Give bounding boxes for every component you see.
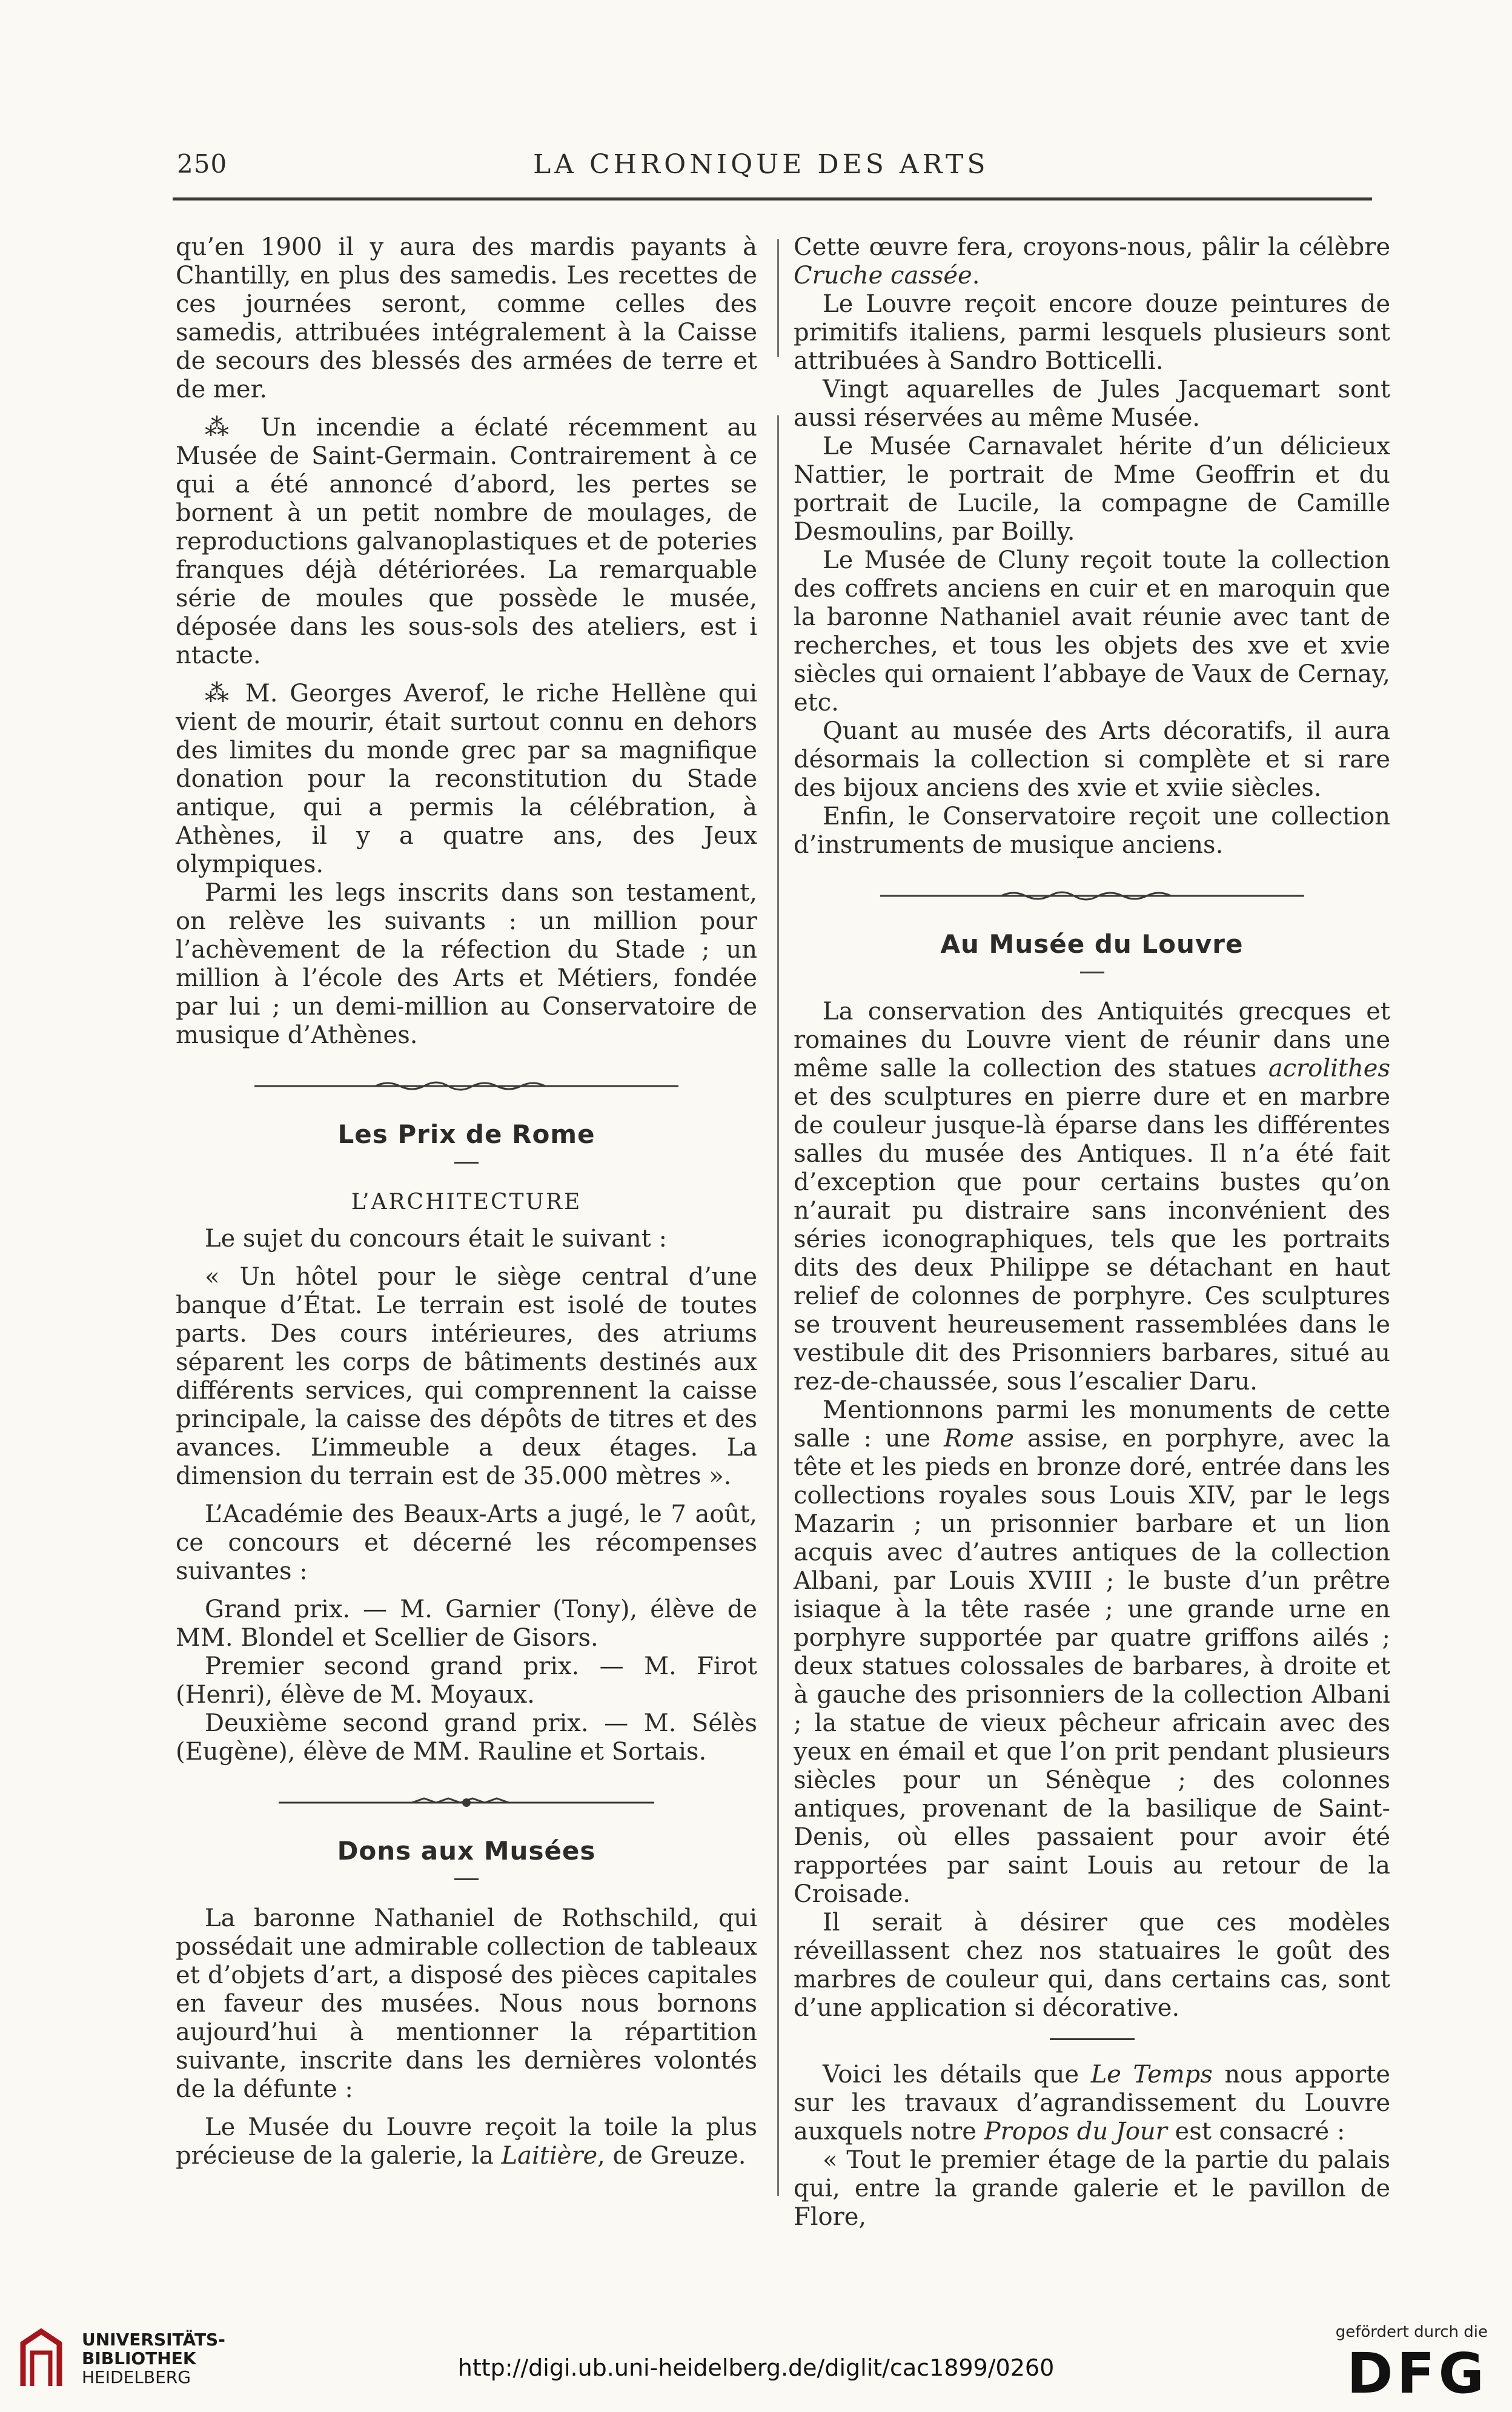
text-run: Cette œuvre fera, croyons-nous, pâlir la célèbre bbox=[794, 233, 1390, 261]
text-run: est consacré : bbox=[1167, 2118, 1345, 2145]
right-column bbox=[794, 233, 1390, 2231]
running-head: LA CHRONIQUE DES ARTS bbox=[533, 149, 989, 180]
publication-title: Le Temps bbox=[1090, 2061, 1213, 2089]
paragraph: ⁂ Un incendie a éclaté récemment au Musée de Saint-Germain. Contrairement à ce qui a été annoncé d’abord, les pertes se bornent à un petit nombre de moulages, de reproductions galvanoplastiques et de poteries franques déjà détériorées. La remarquable série de moules que possède le musée, déposée dans les sous-sols des ateliers, est i ntacte. bbox=[176, 414, 757, 669]
permalink-url[interactable]: http://digi.ub.uni-heidelberg.de/diglit/cac1899/0260 bbox=[457, 2354, 1055, 2381]
paragraph: Le Musée de Cluny reçoit toute la collection des coffrets anciens en cuir et en maroquin que la baronne Nathaniel avait réunie avec tant de recherches, et tous les objets des xve et xvie siècles qui ornaient l’abbaye de Vaux de Cernay, etc. bbox=[794, 546, 1390, 717]
text-run: La conservation des Antiquités grecques et romaines du Louvre vient de réunir dans une même salle la collection des statues bbox=[794, 998, 1390, 1082]
paragraph: Grand prix. — M. Garnier (Tony), élève de MM. Blondel et Scellier de Gisors. bbox=[176, 1595, 757, 1652]
center-rule bbox=[1050, 2038, 1135, 2040]
paragraph bbox=[794, 233, 1390, 290]
title-dash bbox=[454, 1162, 479, 1164]
section-subheading: L’ARCHITECTURE bbox=[351, 1190, 582, 1214]
paragraph: Quant au musée des Arts décoratifs, il aura désormais la collection si complète et si rare des bijoux anciens des xvie et xviie siècles. bbox=[794, 717, 1390, 802]
paragraph: Le Louvre reçoit encore douze peintures de primitifs italiens, parmi lesquels plusieurs sont attribuées à Sandro Botticelli. bbox=[794, 290, 1390, 375]
paragraph: Il serait à désirer que ces modèles réveillassent chez nos statuaires le goût des marbres de couleur qui, dans certains cas, sont d’une application si décorative. bbox=[794, 1909, 1390, 2022]
section-title: Au Musée du Louvre bbox=[940, 929, 1244, 959]
text-run: Le Musée du Louvre reçoit la toile la plus précieuse de la galerie, la bbox=[176, 2113, 757, 2170]
paragraph: L’Académie des Beaux-Arts a jugé, le 7 août, ce concours et décerné les récompenses suivantes : bbox=[176, 1500, 757, 1585]
text-run: et des sculptures en pierre dure et en marbre de couleur jusque-là éparse dans les différentes salles du musée des Antiques. Il n’a été fait d’exception que pour certains bustes qu’on n’aurait pu distraire sans inconvénient des séries iconographiques, tels que les portraits dits des deux Philippe se détachant en haut relief de colonnes de porphyre. Ces sculptures se trouvent heureusement rassemblées dans le vestibule dit des Prisonniers barbares, situé au rez-de-chaussée, sous l’escalier Daru. bbox=[794, 1083, 1390, 1396]
library-line: HEIDELBERG bbox=[82, 2367, 191, 2387]
dfg-logo: DFG bbox=[1347, 2341, 1488, 2406]
paragraph: La baronne Nathaniel de Rothschild, qui possédait une admirable collection de tableaux et d’objets d’art, a disposé des pièces capitales en faveur des musées. Nous nous bornons aujourd’hui à mentionner la répartition suivante, inscrite dans les dernières volontés de la défunte : bbox=[176, 1904, 757, 2103]
section-title: Dons aux Musées bbox=[337, 1836, 596, 1866]
title-dash bbox=[1080, 972, 1104, 973]
paragraph bbox=[176, 2113, 757, 2170]
paragraph: ⁂ M. Georges Averof, le riche Hellène qui vient de mourir, était surtout connu en dehors des limites du monde grec par sa magnifique donation pour la reconstitution du Stade antique, qui a permis la célébration, à Athènes, il y a quatre ans, des Jeux olympiques. bbox=[176, 680, 757, 878]
paragraph: Le sujet du concours était le suivant : bbox=[205, 1225, 667, 1253]
text-run: assise, en porphyre, avec la tête et les pieds en bronze doré, entrée dans les collections royales sous Louis XIV, par le legs Mazarin ; un prisonnier barbare et un lion acquis avec d’autres antiques de la collection Albani, par Louis XVIII ; le buste d’un prêtre isiaque à la tête rasée ; une grande urne en porphyre supportée par quatre griffons ailés ; deux statues colossales de barbares, à droite et à gauche des prisonniers de la collection Albani ; la statue de vieux pêcheur africain avec des yeux en émail et que l’on prit pendant plusieurs siècles pour un Sénèque ; des colonnes antiques, provenant de la basilique de Saint-Denis, où elles passaient pour avoir été rapportées par saint Louis au retour de la Croisade. bbox=[794, 1425, 1390, 1908]
paragraph: Deuxième second grand prix. — M. Sélès (Eugène), élève de MM. Rauline et Sortais. bbox=[176, 1709, 757, 1766]
ornament-divider bbox=[279, 1795, 654, 1810]
paragraph: Le Musée Carnavalet hérite d’un délicieux Nattier, le portrait de Mme Geoffrin et du portrait de Lucile, la compagne de Camille Desmoulins, par Boilly. bbox=[794, 432, 1390, 546]
text-run: Voici les détails que bbox=[823, 2061, 1091, 2089]
artwork-title: Cruche cassée bbox=[794, 262, 972, 290]
paragraph: Premier second grand prix. — M. Firot (Henri), élève de M. Moyaux. bbox=[176, 1652, 757, 1709]
publication-title: Propos du Jour bbox=[984, 2118, 1167, 2145]
column-divider bbox=[777, 239, 779, 2196]
paragraph: « Un hôtel pour le siège central d’une banque d’État. Le terrain est isolé de toutes parts. Des cours intérieures, des atriums séparent les corps de bâtiments destinés aux différents services, qui comprennent la caisse principale, la caisse des dépôts de titres et des avances. L’immeuble a deux étages. La dimension du terrain est de 35.000 mètres ». bbox=[176, 1263, 757, 1490]
library-line: BIBLIOTHEK bbox=[82, 2348, 196, 2368]
paragraph bbox=[794, 1396, 1390, 1909]
artwork-title: Laitière bbox=[501, 2142, 598, 2170]
funded-by-label: gefördert durch die bbox=[1335, 2323, 1488, 2341]
paragraph: qu’en 1900 il y aura des mardis payants à Chantilly, en plus des samedis. Les recettes de ces journées seront, comme celles des samedis, attribuées intégralement à la Caisse de secours des blessés des armées de terre et de mer. bbox=[176, 233, 757, 403]
italic-term: acrolithes bbox=[1268, 1055, 1390, 1082]
paragraph: Enfin, le Conservatoire reçoit une collection d’instruments de musique anciens. bbox=[794, 803, 1390, 859]
text-run: . bbox=[972, 262, 980, 290]
section-title: Les Prix de Rome bbox=[337, 1119, 595, 1149]
paragraph bbox=[794, 2061, 1390, 2146]
text-run: , de Greuze. bbox=[597, 2142, 746, 2170]
paragraph: Parmi les legs inscrits dans son testament, on relève les suivants : un million pour l’achèvement de la réfection du Stade ; un million à l’école des Arts et Métiers, fondée par lui ; un demi-million au Conservatoire de musique d’Athènes. bbox=[176, 879, 757, 1049]
ornament-divider bbox=[880, 889, 1304, 903]
header-rule bbox=[173, 197, 1372, 200]
paragraph: « Tout le premier étage de la partie du palais qui, entre la grande galerie et le pavillon de Flore, bbox=[794, 2146, 1390, 2231]
library-line: UNIVERSITÄTS- bbox=[82, 2330, 225, 2350]
paragraph: Vingt aquarelles de Jules Jacquemart sont aussi réservées au même Musée. bbox=[794, 376, 1390, 432]
paragraph bbox=[794, 998, 1390, 1396]
page-number: 250 bbox=[177, 149, 228, 179]
artwork-title: Rome bbox=[944, 1425, 1014, 1453]
footer-bar bbox=[0, 2305, 1512, 2412]
text-run: nous apporte sur les travaux d’agrandissement du Louvre auxquels notre bbox=[794, 2061, 1390, 2145]
title-dash bbox=[454, 1878, 479, 1880]
ornament-divider bbox=[254, 1079, 678, 1093]
left-column bbox=[176, 233, 757, 2170]
text-run: Mentionnons parmi les monuments de cette salle : une bbox=[794, 1396, 1390, 1453]
